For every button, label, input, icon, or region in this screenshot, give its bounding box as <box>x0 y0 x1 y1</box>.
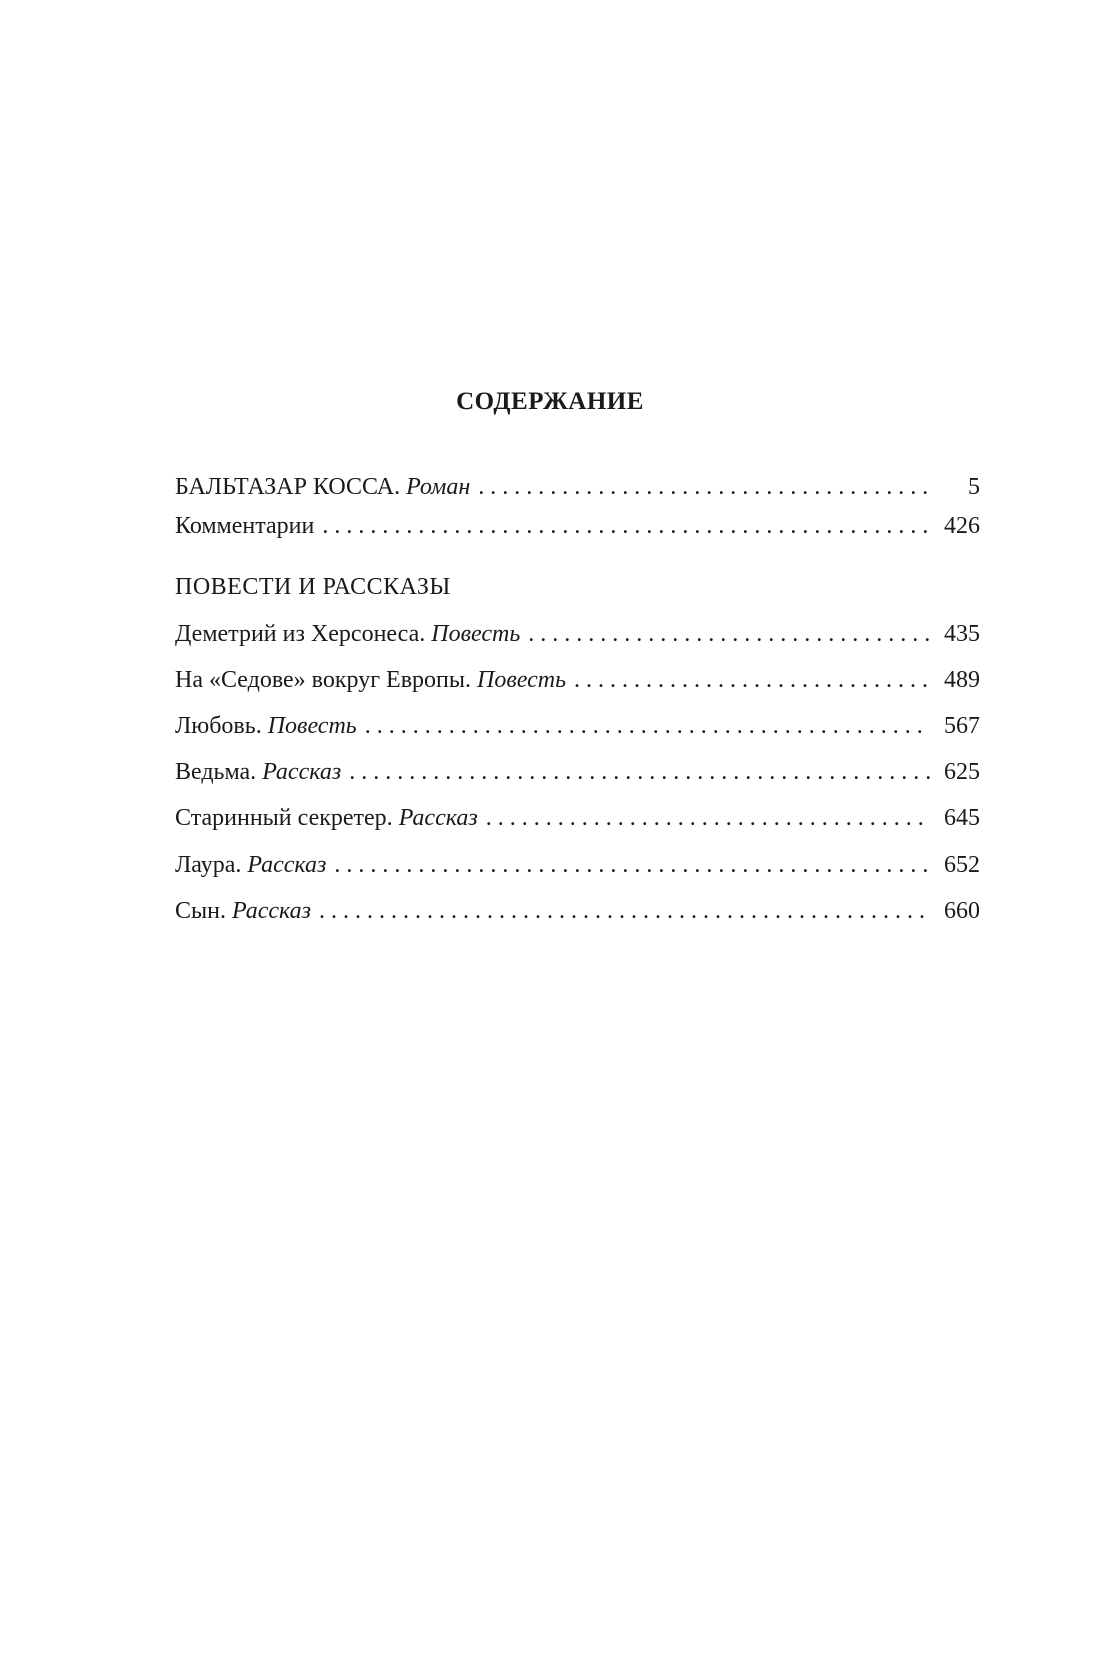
dot-leader <box>322 511 930 541</box>
toc-entry <box>175 896 980 926</box>
entry-title: Сын. <box>175 898 226 924</box>
entry-page: 435 <box>944 621 980 647</box>
dot-leader <box>478 472 930 502</box>
entry-title: Старинный секретер. <box>175 805 393 831</box>
entry-title: Ведьма. <box>175 759 257 785</box>
entry-page: 567 <box>944 713 980 739</box>
entry-page: 652 <box>944 852 980 878</box>
entry-title: Комментарии <box>175 513 315 539</box>
entry-genre: Рассказ <box>262 759 342 785</box>
toc-entry <box>175 803 980 833</box>
entry-page: 5 <box>968 474 980 500</box>
entry-genre: Повесть <box>431 621 521 647</box>
toc-entry <box>175 850 980 880</box>
entry-page: 625 <box>944 759 980 785</box>
entry-title: Деметрий из Херсонеса. <box>175 621 426 647</box>
toc-entry <box>175 472 980 502</box>
entry-genre: Рассказ <box>231 898 312 924</box>
dot-leader <box>334 850 930 880</box>
dot-leader <box>486 803 930 833</box>
section-heading: ПОВЕСТИ И РАССКАЗЫ <box>175 574 451 600</box>
entry-genre: Повесть <box>267 713 357 739</box>
toc-entry <box>175 757 980 787</box>
dot-leader <box>528 619 930 649</box>
entry-genre: Повесть <box>477 667 566 693</box>
entry-page: 645 <box>944 805 980 831</box>
entry-title: Лаура. <box>175 852 242 878</box>
toc-entry <box>175 511 980 541</box>
entry-title: БАЛЬТАЗАР КОССА. <box>175 474 401 500</box>
toc-entry <box>175 665 980 695</box>
entry-page: 426 <box>944 513 980 539</box>
entry-genre: Рассказ <box>247 852 327 878</box>
toc-entry <box>175 711 980 741</box>
dot-leader <box>365 711 930 741</box>
entry-genre: Рассказ <box>398 805 478 831</box>
entry-page: 660 <box>944 898 980 924</box>
dot-leader <box>319 896 930 926</box>
entry-page: 489 <box>944 667 980 693</box>
dot-leader <box>349 757 930 787</box>
entry-title: Любовь. <box>175 713 262 739</box>
toc-entry <box>175 619 980 649</box>
page-title: СОДЕРЖАНИЕ <box>456 388 644 415</box>
entry-title: На «Седове» вокруг Европы. <box>175 667 471 693</box>
entry-genre: Роман <box>406 474 471 500</box>
dot-leader <box>574 665 930 695</box>
